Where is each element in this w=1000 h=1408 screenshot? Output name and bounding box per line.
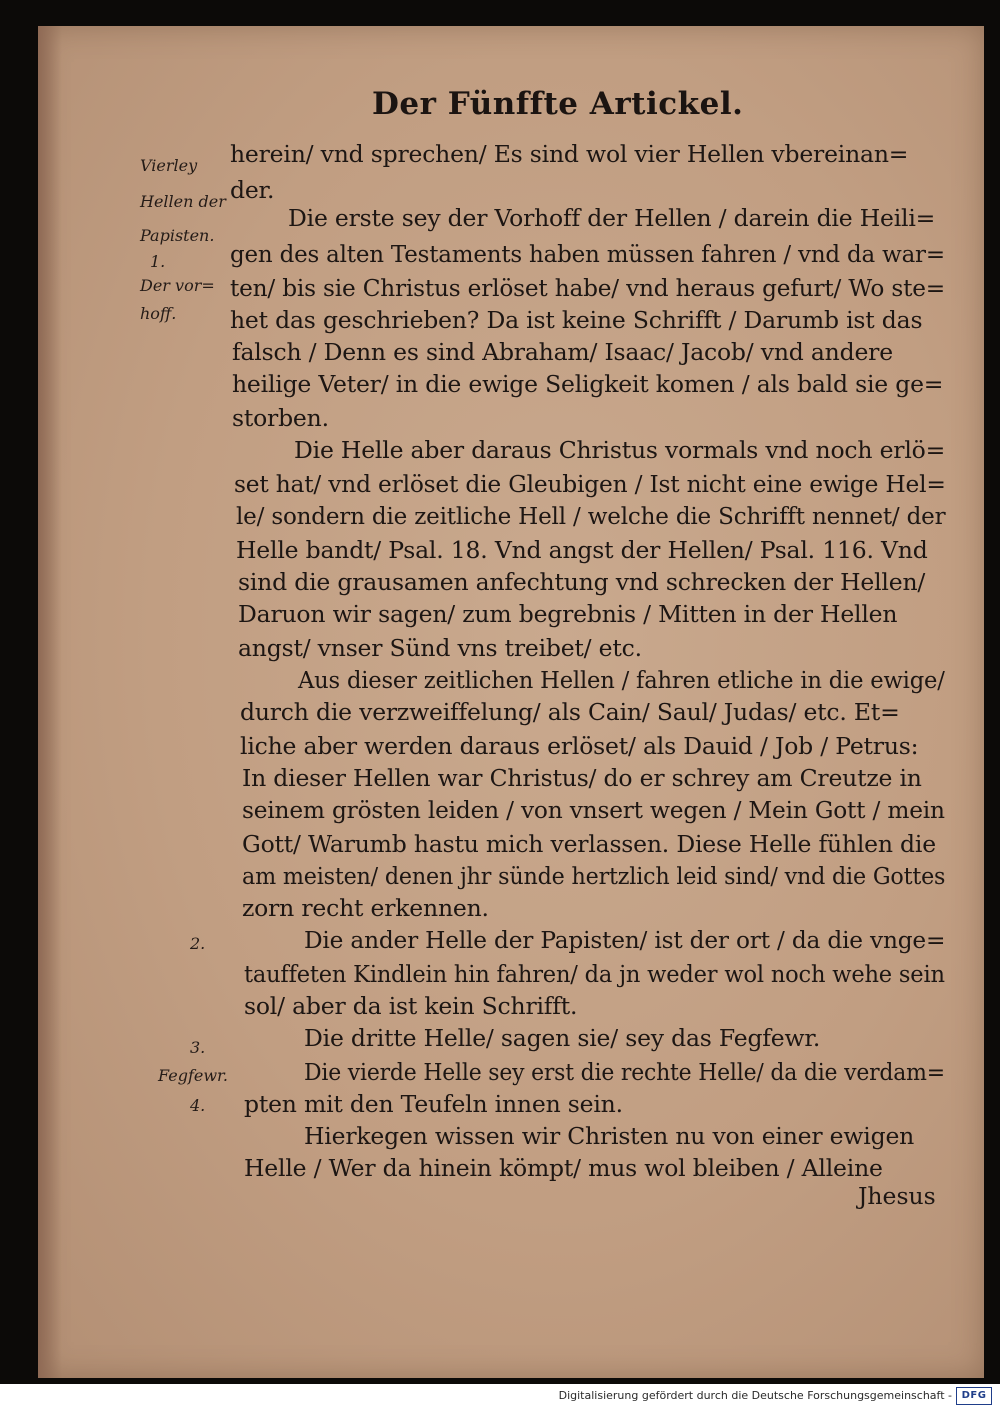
text-line: zorn recht erkennen. — [242, 894, 489, 922]
text-line: set hat/ vnd erlöset die Gleubigen / Ist nicht eine ewige Hel= — [234, 470, 946, 498]
text-line: durch die verzweiffelung/ als Cain/ Saul/ Judas/ etc. Et= — [240, 698, 900, 726]
margin-note: 1. — [150, 252, 166, 271]
margin-note: 2. — [190, 934, 206, 953]
text-line: Helle bandt/ Psal. 18. Vnd angst der Hellen/ Psal. 116. Vnd — [236, 536, 928, 564]
margin-note: Hellen der — [140, 192, 226, 211]
text-line: am meisten/ denen jhr sünde hertzlich leid sind/ vnd die Gottes — [242, 862, 946, 890]
text-line: seinem grösten leiden / von vnsert wegen / Mein Gott / mein — [242, 796, 945, 824]
text-line: storben. — [232, 404, 329, 432]
dfg-logo: DFG — [956, 1387, 992, 1405]
text-line: gen des alten Testaments haben müssen fahren / vnd da war= — [230, 240, 945, 268]
text-line: Die ander Helle der Papisten/ ist der ort / da die vnge= — [304, 926, 946, 954]
margin-note: 4. — [190, 1096, 206, 1115]
catchword: Jhesus — [858, 1182, 936, 1210]
text-line: Die erste sey der Vorhoff der Hellen / darein die Heili= — [288, 204, 936, 232]
text-line: het das geschrieben? Da ist keine Schrifft / Darumb ist das — [230, 306, 923, 334]
text-line: herein/ vnd sprechen/ Es sind wol vier Hellen vbereinan= — [230, 140, 909, 168]
margin-note: 3. — [190, 1038, 206, 1057]
text-line: angst/ vnser Sünd vns treibet/ etc. — [238, 634, 642, 662]
margin-note: Fegfewr. — [158, 1066, 228, 1085]
text-line: Aus dieser zeitlichen Hellen / fahren etliche in die ewige/ — [298, 666, 945, 694]
text-line: sind die grausamen anfechtung vnd schrecken der Hellen/ — [238, 568, 926, 596]
text-line: ten/ bis sie Christus erlöset habe/ vnd heraus gefurt/ Wo ste= — [230, 274, 946, 302]
text-line: der. — [230, 176, 275, 204]
footer-bar — [0, 1384, 1000, 1408]
text-line: heilige Veter/ in die ewige Seligkeit komen / als bald sie ge= — [232, 370, 944, 398]
running-head: Der Fünffte Artickel. — [372, 86, 744, 122]
text-line: Helle / Wer da hinein kömpt/ mus wol bleiben / Alleine — [244, 1154, 883, 1182]
text-line: tauffeten Kindlein hin fahren/ da jn weder wol noch wehe sein — [244, 960, 945, 988]
text-line: le/ sondern die zeitliche Hell / welche die Schrifft nennet/ der — [236, 502, 946, 530]
margin-note: Der vor= — [140, 276, 215, 295]
text-line: Hierkegen wissen wir Christen nu von einer ewigen — [304, 1122, 915, 1150]
page-gutter-shadow — [38, 26, 62, 1378]
margin-note: Vierley — [140, 156, 198, 175]
text-line: Gott/ Warumb hastu mich verlassen. Diese Helle fühlen die — [242, 830, 936, 858]
text-line: Die dritte Helle/ sagen sie/ sey das Fegfewr. — [304, 1024, 821, 1052]
text-line: In dieser Hellen war Christus/ do er schrey am Creutze in — [242, 764, 922, 792]
margin-note: Papisten. — [140, 226, 215, 245]
text-line: pten mit den Teufeln innen sein. — [244, 1090, 623, 1118]
margin-note: hoff. — [140, 304, 177, 323]
text-line: falsch / Denn es sind Abraham/ Isaac/ Jacob/ vnd andere — [232, 338, 893, 366]
text-line: Die Helle aber daraus Christus vormals vnd noch erlö= — [294, 436, 946, 464]
text-line: sol/ aber da ist kein Schrifft. — [244, 992, 578, 1020]
funding-notice: Digitalisierung gefördert durch die Deutsche Forschungsgemeinschaft - — [558, 1389, 952, 1402]
text-line: Die vierde Helle sey erst die rechte Helle/ da die verdam= — [304, 1058, 945, 1086]
text-line: Daruon wir sagen/ zum begrebnis / Mitten in der Hellen — [238, 600, 898, 628]
text-line: liche aber werden daraus erlöset/ als Dauid / Job / Petrus: — [240, 732, 919, 760]
